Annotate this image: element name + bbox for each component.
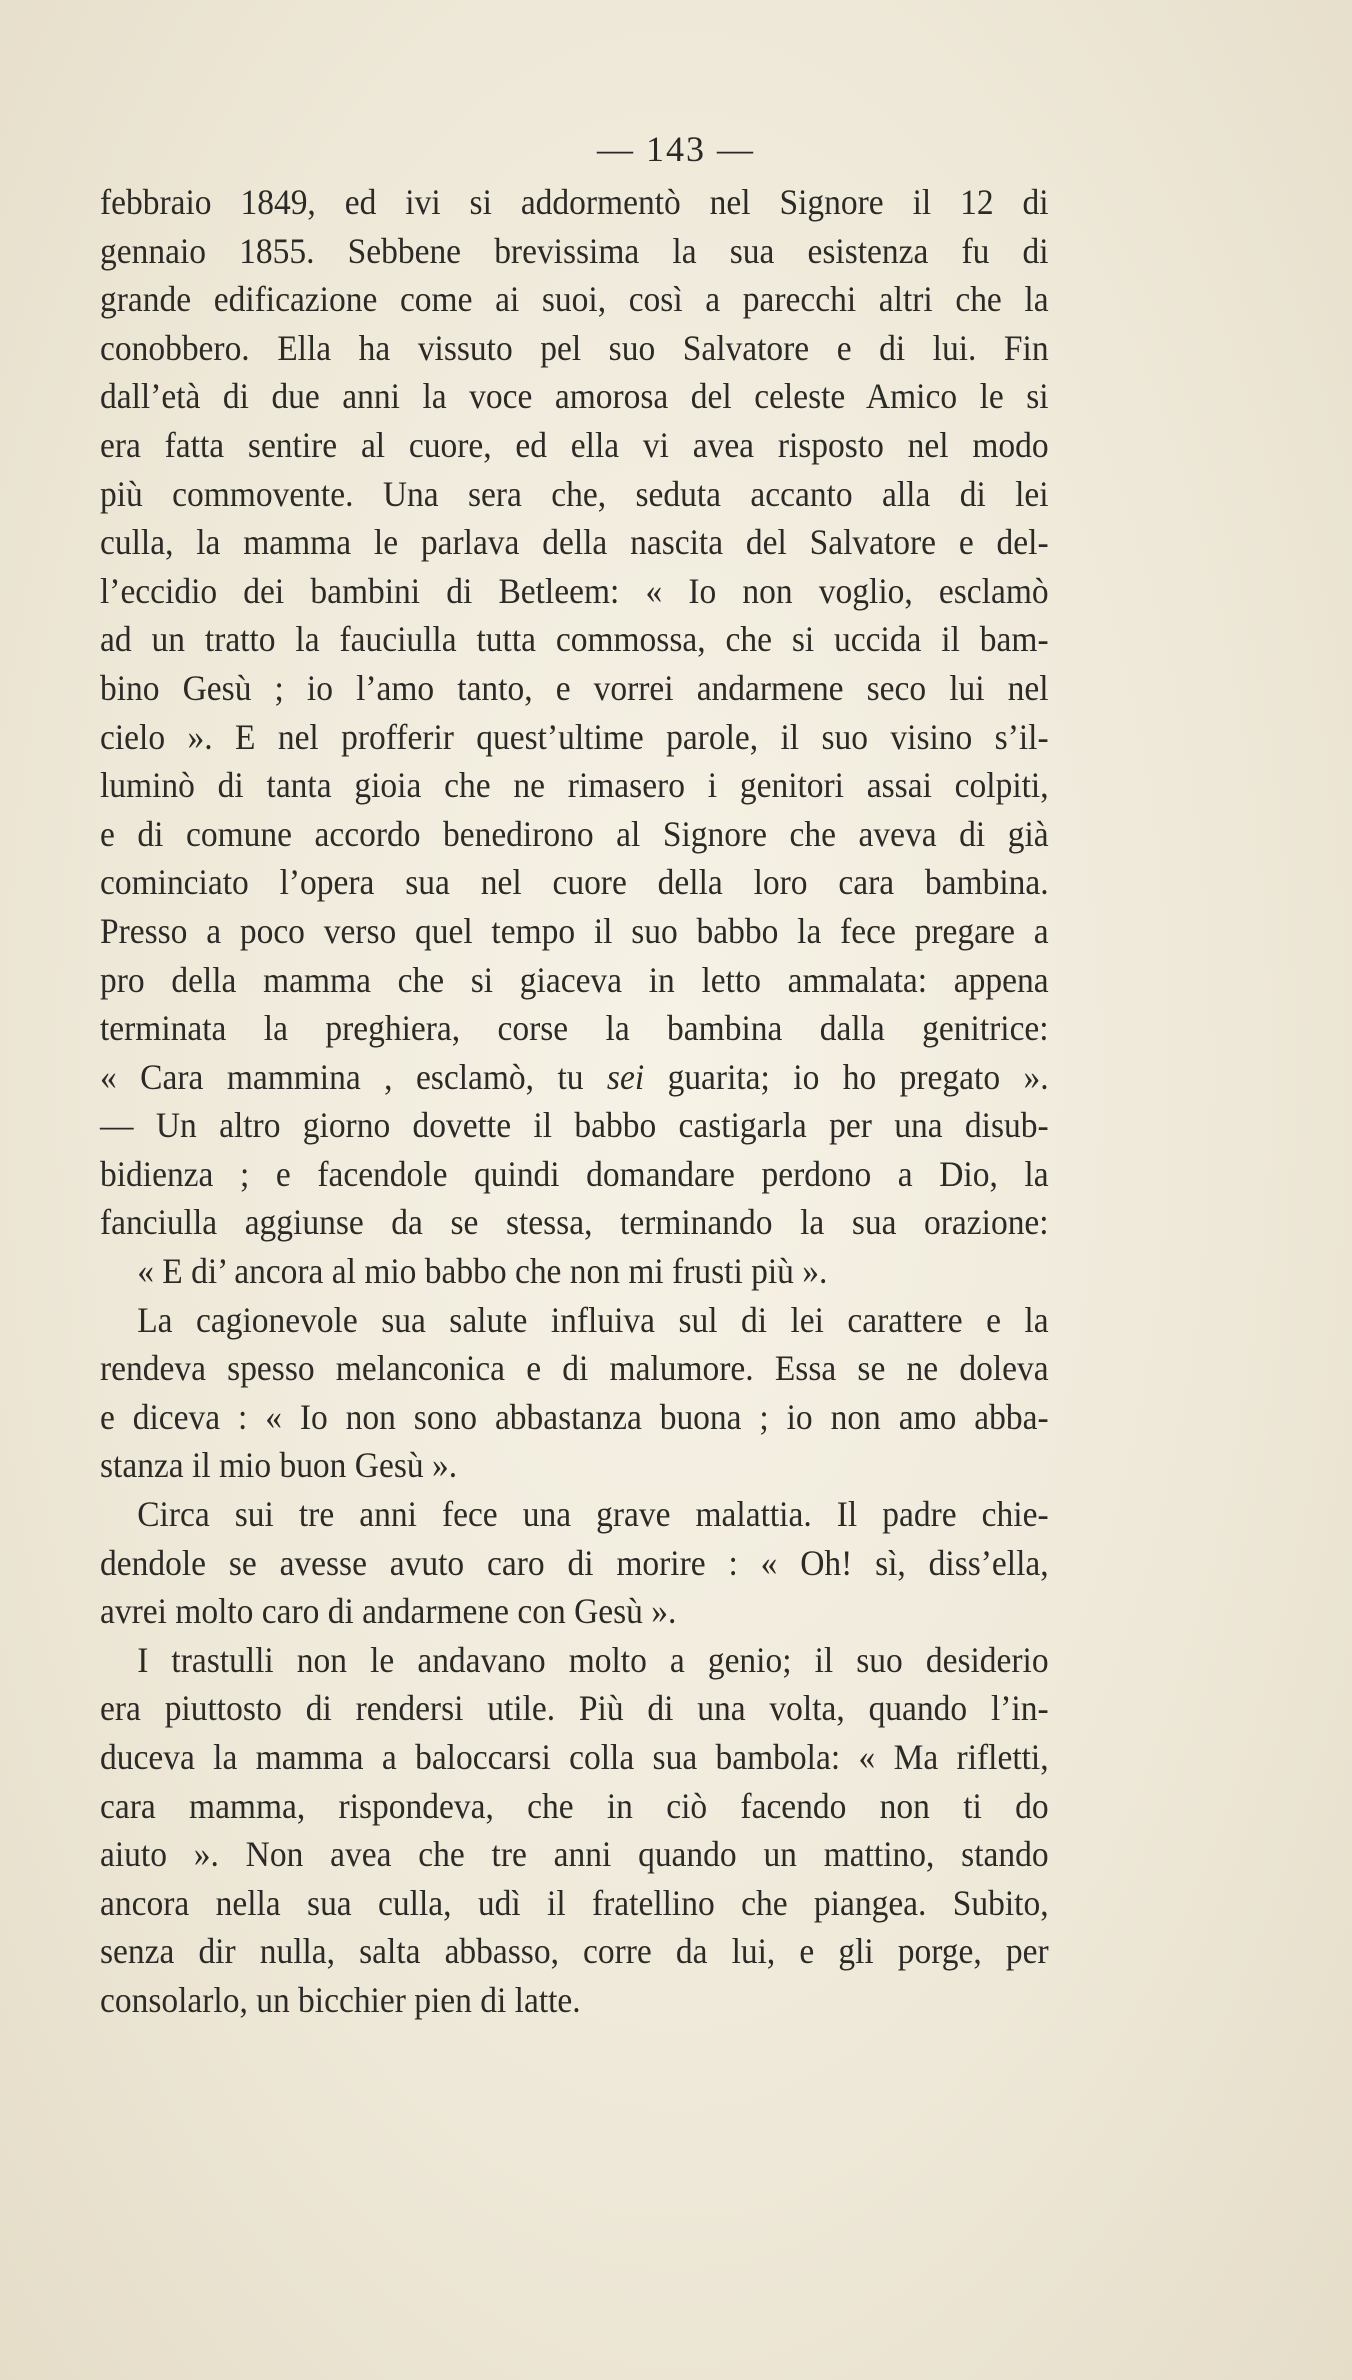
text-line: febbraio 1849, ed ivi si addormentò nel Signore il 12 di [100,182,1049,222]
text-line [100,1053,1049,1102]
text-line: e di comune accordo benedirono al Signore che aveva di già [100,813,1049,854]
text-line: duceva la mamma a baloccarsi colla sua bambola: « Ma rifletti, [100,1737,1049,1777]
text-segment: « Cara mammina , esclamò, tu [100,1056,607,1097]
text-line: Presso a poco verso quel tempo il suo babbo la fece pregare a [100,910,1049,951]
body-text [100,178,1049,2025]
text-line: dall’età di due anni la voce amorosa del celeste Amico le si [100,376,1049,417]
text-line: era piuttosto di rendersi utile. Più di una volta, quando l’in- [100,1688,1049,1729]
text-line: cielo ». E nel profferir quest’ultime parole, il suo visino s’il- [100,716,1049,757]
text-line: pro della mamma che si giaceva in letto ammalata: appena [100,959,1049,1000]
text-line: e diceva : « Io non sono abbastanza buona ; io non amo abba- [100,1396,1049,1437]
text-line: gennaio 1855. Sebbene brevissima la sua esistenza fu di [100,230,1049,271]
text-line: grande edificazione come ai suoi, così a parecchi altri che la [100,279,1049,320]
paragraph-start-line: I trastulli non le andavano molto a genio; il suo desiderio [137,1639,1049,1680]
text-line: dendole se avesse avuto caro di morire : « Oh! sì, diss’ella, [100,1542,1049,1583]
text-line: avrei molto caro di andarmene con Gesù ». [100,1591,677,1632]
text-line: era fatta sentire al cuore, ed ella vi avea risposto nel modo [100,424,1049,465]
text-line: bidienza ; e facendole quindi domandare perdono a Dio, la [100,1153,1049,1194]
text-line: « E di’ ancora al mio babbo che non mi frusti più ». [137,1251,828,1292]
text-line: conobbero. Ella ha vissuto pel suo Salvatore e di lui. Fin [100,327,1049,368]
text-line: terminata la preghiera, corse la bambina dalla genitrice: [100,1008,1049,1049]
text-line: l’eccidio dei bambini di Betleem: « Io non voglio, esclamò [100,570,1049,611]
text-line: culla, la mamma le parlava della nascita del Salvatore e del- [100,522,1049,563]
text-line: bino Gesù ; io l’amo tanto, e vorrei andarmene seco lui nel [100,667,1049,708]
text-line: aiuto ». Non avea che tre anni quando un mattino, stando [100,1834,1049,1875]
italic-word: sei [606,1056,645,1097]
text-segment: guarita; io ho pregato ». [644,1056,1049,1097]
text-line: luminò di tanta gioia che ne rimasero i genitori assai colpiti, [100,765,1049,806]
text-line: rendeva spesso melanconica e di malumore. Essa se ne doleva [100,1348,1049,1389]
page-number: — 143 — [597,129,755,169]
text-line: consolarlo, un bicchier pien di latte. [100,1979,581,2020]
text-line: stanza il mio buon Gesù ». [100,1445,458,1486]
text-line: fanciulla aggiunse da se stessa, terminando la sua orazione: [100,1202,1049,1243]
text-line: ad un tratto la fauciulla tutta commossa, che si uccida il bam- [100,619,1049,660]
text-line: cominciato l’opera sua nel cuore della loro cara bambina. [100,862,1049,903]
paragraph-start-line: Circa sui tre anni fece una grave malattia. Il padre chie- [137,1494,1049,1535]
text-line: più commovente. Una sera che, seduta accanto alla di lei [100,473,1049,514]
text-line: — Un altro giorno dovette il babbo castigarla per una disub- [100,1105,1049,1146]
text-line: ancora nella sua culla, udì il fratellino che piangea. Subito, [100,1882,1049,1923]
text-line: senza dir nulla, salta abbasso, corre da lui, e gli porge, per [100,1931,1049,1972]
text-line: cara mamma, rispondeva, che in ciò facendo non ti do [100,1785,1049,1826]
paragraph-start-line: La cagionevole sua salute influiva sul di lei carattere e la [137,1299,1049,1340]
